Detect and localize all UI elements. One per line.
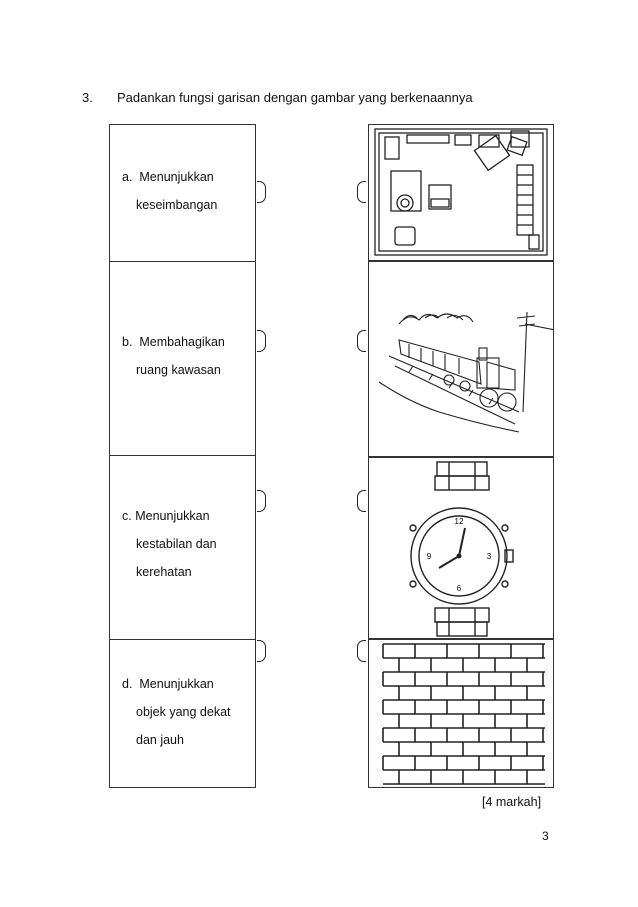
option-text: kerehatan xyxy=(136,565,192,579)
clock-number: 9 xyxy=(426,552,432,561)
option-text: Menunjukkan xyxy=(139,170,214,184)
question-number: 3. xyxy=(82,90,93,105)
match-bracket-left[interactable] xyxy=(357,640,366,662)
clock-number: 6 xyxy=(456,584,462,593)
option-text: Menunjukkan xyxy=(135,509,210,523)
question-text: Padankan fungsi garisan dengan gambar yang berkenaannya xyxy=(117,90,473,105)
option-letter: c. xyxy=(122,509,132,523)
clock-number: 3 xyxy=(486,552,492,561)
option-letter: a. xyxy=(122,170,133,184)
option-text: kestabilan dan xyxy=(136,537,217,551)
option-text: Membahagikan xyxy=(139,335,225,349)
option-text: objek yang dekat xyxy=(136,705,231,719)
option-box-a xyxy=(110,125,255,262)
floor-plan-icon xyxy=(368,124,554,261)
option-box-b xyxy=(110,262,255,456)
options-column xyxy=(109,124,256,788)
option-text: ruang kawasan xyxy=(136,363,221,377)
option-text: Menunjukkan xyxy=(139,677,214,691)
option-letter: d. xyxy=(122,677,133,691)
option-letter: b. xyxy=(122,335,133,349)
marks-label: [4 markah] xyxy=(482,795,542,809)
option-text: keseimbangan xyxy=(136,198,218,212)
clock-number: 12 xyxy=(454,517,464,526)
brick-wall-icon xyxy=(368,639,554,788)
match-bracket-right[interactable] xyxy=(257,640,266,662)
wristwatch-icon xyxy=(368,457,554,639)
train-icon xyxy=(368,261,554,457)
match-bracket-right[interactable] xyxy=(257,181,266,203)
page-number: 3 xyxy=(542,829,549,843)
option-box-d xyxy=(110,640,255,789)
match-bracket-right[interactable] xyxy=(257,490,266,512)
option-box-c xyxy=(110,456,255,640)
match-bracket-right[interactable] xyxy=(257,330,266,352)
match-bracket-left[interactable] xyxy=(357,330,366,352)
option-text: dan jauh xyxy=(136,733,184,747)
match-bracket-left[interactable] xyxy=(357,181,366,203)
match-bracket-left[interactable] xyxy=(357,490,366,512)
